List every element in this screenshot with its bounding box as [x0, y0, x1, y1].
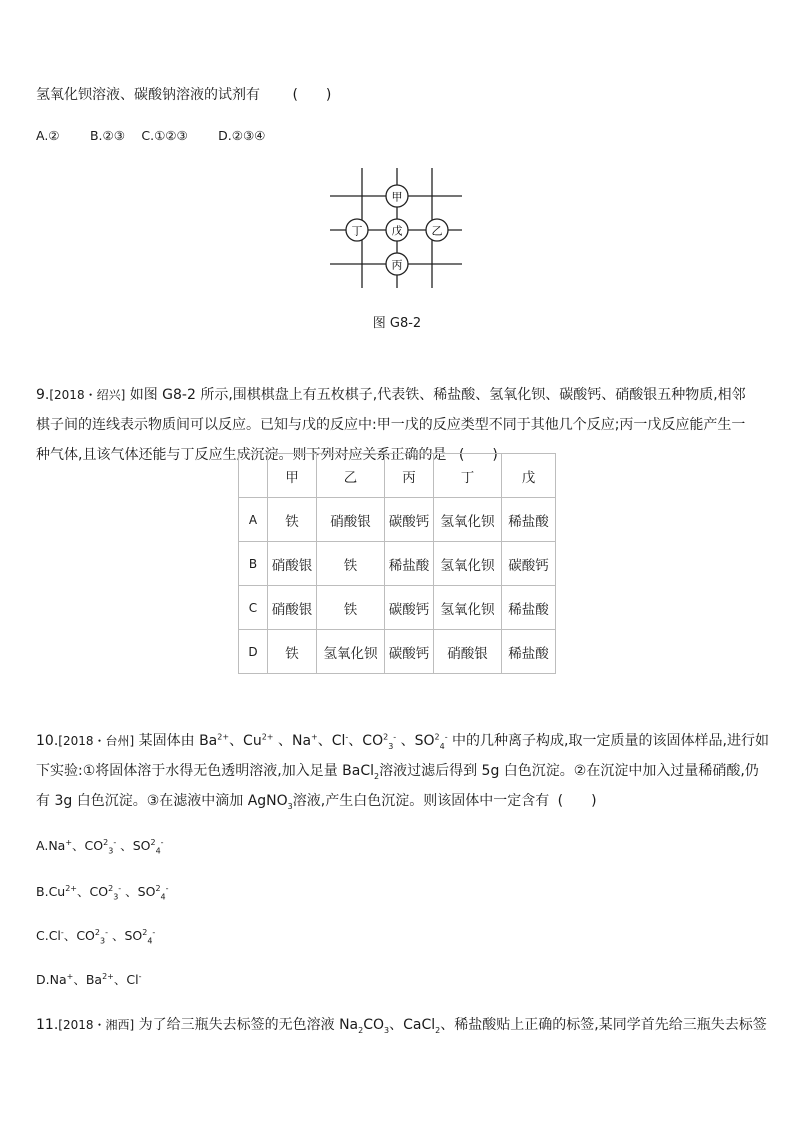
piece-left: [346, 219, 368, 241]
table-cell: 稀盐酸: [502, 498, 556, 542]
table-cell: 铁: [317, 586, 385, 630]
figure-caption: 图 G8-2: [372, 316, 422, 331]
svg-text:丁: 丁: [351, 224, 363, 238]
piece-top: [386, 185, 408, 207]
q10-option-d[interactable]: D.Na+、$Ba^{2+}$、Cl-: [36, 971, 142, 987]
q11-stem-line1: 11.[2018・湘西] 为了给三瓶失去标签的无色溶液 $Na_2CO_3$、CaCl$_2$、稀盐酸贴上正确的标签,某同学首先给三瓶失去标签: [36, 1017, 767, 1035]
q11-source: [2018・湘西]: [58, 1018, 135, 1032]
q10-option-c[interactable]: C.Cl-、$CO^2_3^-$ 、$SO^2_4^-$: [36, 927, 156, 946]
svg-text:戊: 戊: [391, 224, 403, 238]
q9-stem-line2: 棋子间的连线表示物质间可以反应。已知与戊的反应中:甲一戊的反应类型不同于其他几个反应;丙一戊反应能产生一: [36, 417, 746, 433]
q10-source: [2018・台州]: [58, 734, 135, 748]
q10-stem-line3: 有 3g 白色沉淀。③在滤液中滴加 AgNO$_3$溶液,产生白色沉淀。则该固体中一定含有 ( ): [36, 793, 597, 811]
q8-answer-paren: ( ): [292, 87, 332, 103]
table-row[interactable]: [239, 542, 556, 586]
table-header-cell: 甲: [268, 454, 317, 498]
table-header-row: [239, 454, 556, 498]
table-cell: 硝酸银: [434, 630, 502, 674]
table-header-cell: 丁: [434, 454, 502, 498]
piece-right: [426, 219, 448, 241]
table-cell: 氢氧化钡: [434, 586, 502, 630]
q10-option-a[interactable]: A.Na+、$CO^2_3^-$ 、$SO^2_4^-$: [36, 837, 164, 856]
table-cell: 铁: [317, 542, 385, 586]
table-row[interactable]: [239, 630, 556, 674]
q8-option-a[interactable]: A.②: [36, 128, 60, 143]
q9-source: [2018・绍兴]: [49, 388, 126, 402]
table-header-cell: 戊: [502, 454, 556, 498]
svg-text:乙: 乙: [431, 224, 443, 238]
q10-stem-line2: 下实验:①将固体溶于水得无色透明溶液,加入足量 BaCl$_2$溶液过滤后得到 5g 白色沉淀。②在沉淀中加入过量稀硝酸,仍: [36, 763, 759, 781]
q8-option-b[interactable]: B.②③: [89, 128, 125, 143]
piece-bottom: [386, 253, 408, 275]
q8-option-d[interactable]: D.②③④: [218, 128, 266, 143]
table-cell: 硝酸银: [268, 542, 317, 586]
table-cell: 硝酸银: [317, 498, 385, 542]
table-cell: 碳酸钙: [385, 586, 434, 630]
go-board-figure: [330, 168, 462, 288]
table-cell: 硝酸银: [268, 586, 317, 630]
table-cell: 铁: [268, 630, 317, 674]
table-cell: 碳酸钙: [385, 498, 434, 542]
table-header-cell: 乙: [317, 454, 385, 498]
table-row[interactable]: [239, 586, 556, 630]
table-row[interactable]: [239, 498, 556, 542]
table-cell: 稀盐酸: [502, 630, 556, 674]
table-cell: 稀盐酸: [385, 542, 434, 586]
row-label: C: [239, 586, 268, 630]
q10-answer-paren: ( ): [557, 793, 597, 809]
q8-stem-tail: 氢氧化钡溶液、碳酸钠溶液的试剂有 ( ): [36, 87, 332, 103]
q9-stem-line3: 种气体,且该气体还能与丁反应生成沉淀。则下列对应关系正确的是 ( ): [36, 447, 498, 463]
q8-option-c[interactable]: C.①②③: [141, 128, 188, 143]
table-cell: 氢氧化钡: [434, 498, 502, 542]
q10-stem-line1: 10.[2018・台州] 某固体由 $Ba^{2+}$、$Cu^{2+}$ 、Na+、Cl-、$CO^2_3^-$ 、$SO^2_4^-$ 中的几种离子构成,取一定质量的该固体样品,进行如: [36, 732, 769, 751]
q9-answer-paren: ( ): [458, 447, 498, 463]
row-label: B: [239, 542, 268, 586]
table-cell: 氢氧化钡: [434, 542, 502, 586]
svg-text:甲: 甲: [391, 190, 403, 204]
svg-text:丙: 丙: [391, 258, 403, 272]
piece-center: [386, 219, 408, 241]
table-cell: 氢氧化钡: [317, 630, 385, 674]
row-label: A: [239, 498, 268, 542]
row-label: D: [239, 630, 268, 674]
table-corner-cell: [239, 454, 268, 498]
table-header-cell: 丙: [385, 454, 434, 498]
table-cell: 碳酸钙: [385, 630, 434, 674]
q9-stem-line1: 9.[2018・绍兴] 如图 G8-2 所示,围棋棋盘上有五枚棋子,代表铁、稀盐酸、氢氧化钡、碳酸钙、硝酸银五种物质,相邻: [36, 387, 746, 403]
table-cell: 铁: [268, 498, 317, 542]
q9-answer-table: [238, 453, 556, 674]
table-cell: 碳酸钙: [502, 542, 556, 586]
table-cell: 稀盐酸: [502, 586, 556, 630]
q10-option-b[interactable]: $B.Cu^{2+}$、$CO^2_3^-$ 、$SO^2_4^-$: [36, 883, 169, 902]
q8-options: [36, 128, 265, 144]
